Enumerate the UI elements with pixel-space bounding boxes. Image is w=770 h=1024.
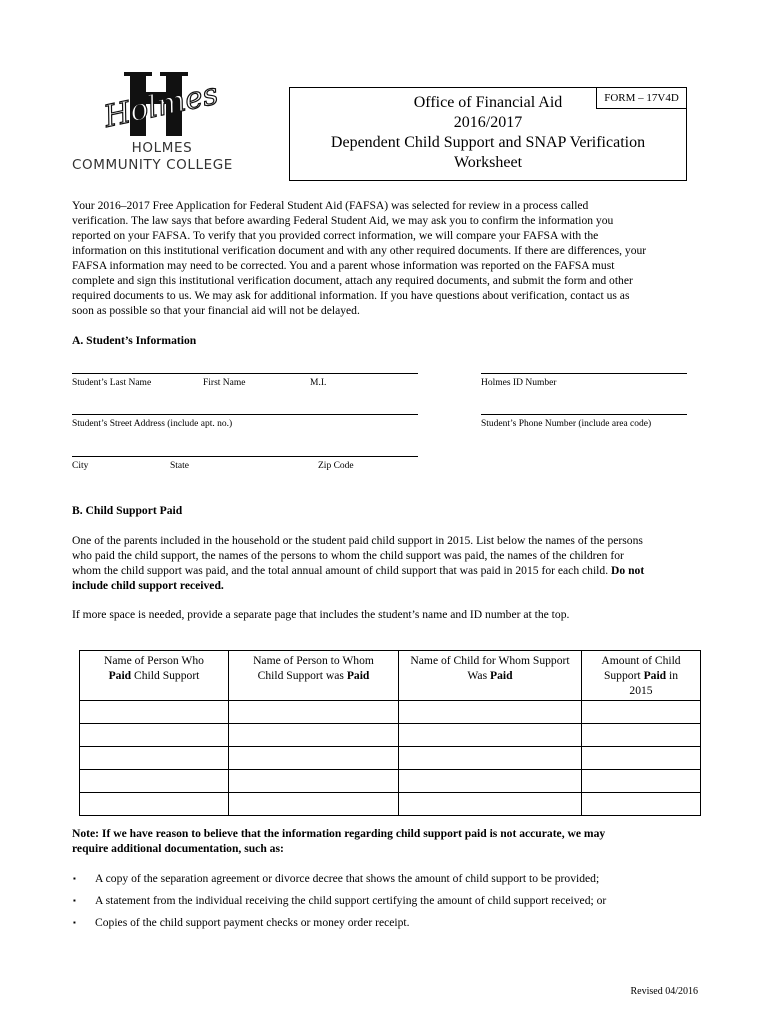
col-header-bold: Paid bbox=[108, 669, 132, 682]
first-name-label: First Name bbox=[203, 378, 246, 388]
street-address-label: Student’s Street Address (include apt. no.) bbox=[72, 419, 233, 429]
table-cell[interactable] bbox=[399, 793, 582, 816]
col-header-text: Name of Child for Whom Support bbox=[410, 654, 570, 667]
section-b-heading: B. Child Support Paid bbox=[72, 504, 183, 517]
col-header-text: Amount of Child bbox=[601, 654, 681, 667]
table-row bbox=[80, 747, 701, 770]
col-header-amount bbox=[582, 651, 701, 701]
title-line-worksheet: Worksheet bbox=[453, 154, 523, 171]
page-title bbox=[292, 93, 684, 173]
table-row bbox=[80, 770, 701, 793]
table-cell[interactable] bbox=[399, 701, 582, 724]
note-bullet-item bbox=[73, 915, 695, 930]
student-name-input-line[interactable] bbox=[72, 373, 418, 374]
section-a-heading: A. Student’s Information bbox=[72, 334, 197, 347]
street-address-input-line[interactable] bbox=[72, 414, 418, 415]
col-header-bold: Paid bbox=[643, 669, 667, 682]
col-header-bold: Paid bbox=[346, 669, 370, 682]
college-name-line2: COMMUNITY COLLEGE bbox=[72, 157, 233, 173]
section-b-paragraph bbox=[72, 533, 700, 593]
table-cell[interactable] bbox=[582, 701, 701, 724]
table-cell[interactable] bbox=[80, 770, 229, 793]
form-id-box: FORM – 17V4D bbox=[596, 87, 687, 109]
bullet-text: A statement from the individual receiving the child support certifying the amount of child support received; or bbox=[95, 894, 607, 907]
city-label: City bbox=[72, 461, 89, 471]
note-line: require additional documentation, such as: bbox=[72, 842, 284, 855]
table-cell[interactable] bbox=[582, 747, 701, 770]
holmes-id-input-line[interactable] bbox=[481, 373, 687, 374]
table-cell[interactable] bbox=[80, 701, 229, 724]
bullet-icon: ▪ bbox=[73, 896, 76, 905]
table-cell[interactable] bbox=[229, 724, 399, 747]
table-cell[interactable] bbox=[582, 793, 701, 816]
college-name-line1: HOLMES bbox=[131, 140, 193, 156]
table-cell[interactable] bbox=[80, 747, 229, 770]
bullet-text: A copy of the separation agreement or divorce decree that shows the amount of child support to be provided; bbox=[95, 872, 600, 885]
intro-line: required documents to us. We may ask for additional information. If you have questions about verification, contact us as bbox=[72, 289, 630, 302]
city-state-zip-input-line[interactable] bbox=[72, 456, 418, 457]
revised-date: Revised 04/2016 bbox=[630, 986, 698, 997]
table-cell[interactable] bbox=[582, 770, 701, 793]
section-b-line bbox=[72, 563, 700, 578]
section-b-line-text: whom the child support was paid, and the total annual amount of child support that was paid in 2015 for each child. bbox=[72, 564, 609, 577]
note-bullet-item bbox=[73, 893, 695, 908]
col-header-recipient bbox=[229, 651, 399, 701]
table-row bbox=[80, 793, 701, 816]
table-cell[interactable] bbox=[229, 793, 399, 816]
table-cell[interactable] bbox=[399, 747, 582, 770]
section-b-line: who paid the child support, the names of the persons to whom the child support was paid, the names of the children for bbox=[72, 549, 624, 562]
intro-line: verification. The law says that before awarding Federal Student Aid, we may ask you to confirm the information you bbox=[72, 214, 614, 227]
logo-script-text: Holmes bbox=[101, 76, 222, 135]
table-cell[interactable] bbox=[80, 793, 229, 816]
col-header-text: Name of Person Who bbox=[104, 654, 204, 667]
include-bold: include child support received. bbox=[72, 579, 224, 592]
title-line-form-name: Dependent Child Support and SNAP Verification bbox=[330, 134, 646, 151]
intro-line: Your 2016–2017 Free Application for Federal Student Aid (FAFSA) was selected for review in a process called bbox=[72, 199, 589, 212]
bullet-icon: ▪ bbox=[73, 918, 76, 927]
zip-label: Zip Code bbox=[318, 461, 354, 471]
title-line-year: 2016/2017 bbox=[453, 114, 523, 131]
table-cell[interactable] bbox=[399, 770, 582, 793]
note-bullet-item bbox=[73, 871, 695, 886]
table-row bbox=[80, 701, 701, 724]
table-cell[interactable] bbox=[399, 724, 582, 747]
col-header-text: Was bbox=[467, 669, 490, 682]
table-cell[interactable] bbox=[80, 724, 229, 747]
col-header-text: in bbox=[666, 669, 679, 682]
section-b-line bbox=[72, 578, 700, 593]
col-header-text: Support bbox=[603, 669, 644, 682]
col-header-text: Name of Person to Whom bbox=[253, 654, 374, 667]
mi-label: M.I. bbox=[310, 378, 327, 388]
col-header-text: Child Support was bbox=[257, 669, 347, 682]
intro-line: FAFSA information may need to be corrected. You and a parent whose information was reported on the FAFSA must bbox=[72, 259, 615, 272]
bullet-text: Copies of the child support payment checks or money order receipt. bbox=[95, 916, 410, 929]
phone-label: Student’s Phone Number (include area code) bbox=[481, 419, 652, 429]
col-header-payer bbox=[80, 651, 229, 701]
holmes-id-label: Holmes ID Number bbox=[481, 378, 557, 388]
table-cell[interactable] bbox=[582, 724, 701, 747]
table-cell[interactable] bbox=[229, 701, 399, 724]
note-line: Note: If we have reason to believe that the information regarding child support paid is not accurate, we may bbox=[72, 827, 606, 840]
space-note: If more space is needed, provide a separate page that includes the student’s name and ID number at the top. bbox=[72, 608, 570, 621]
intro-line: information on this institutional verification document and with any other required documents. If there are differences, your bbox=[72, 244, 647, 257]
child-support-table bbox=[79, 650, 701, 816]
col-header-child bbox=[399, 651, 582, 701]
col-header-bold: Paid bbox=[490, 669, 513, 682]
intro-line: soon as possible so that your financial aid will not be delayed. bbox=[72, 304, 360, 317]
section-b-line: One of the parents included in the household or the student paid child support in 2015. List below the names of the persons bbox=[72, 534, 643, 547]
table-row bbox=[80, 724, 701, 747]
col-header-text: 2015 bbox=[629, 684, 653, 697]
intro-line: complete and sign this institutional verification document, attach any required documents, and submit the form and other bbox=[72, 274, 633, 287]
col-header-text: Child Support bbox=[131, 669, 200, 682]
intro-paragraph bbox=[72, 198, 700, 318]
table-header-row bbox=[80, 651, 701, 701]
do-not-bold: Do not bbox=[611, 564, 645, 577]
last-name-label: Student’s Last Name bbox=[72, 378, 152, 388]
table-cell[interactable] bbox=[229, 747, 399, 770]
title-line-office: Office of Financial Aid bbox=[413, 94, 563, 111]
state-label: State bbox=[170, 461, 189, 471]
phone-input-line[interactable] bbox=[481, 414, 687, 415]
note-block bbox=[72, 826, 700, 856]
table-cell[interactable] bbox=[229, 770, 399, 793]
intro-line: reported on your FAFSA. To verify that you provided correct information, we will compare your FAFSA with the bbox=[72, 229, 599, 242]
bullet-icon: ▪ bbox=[73, 874, 76, 883]
college-name bbox=[72, 140, 252, 174]
